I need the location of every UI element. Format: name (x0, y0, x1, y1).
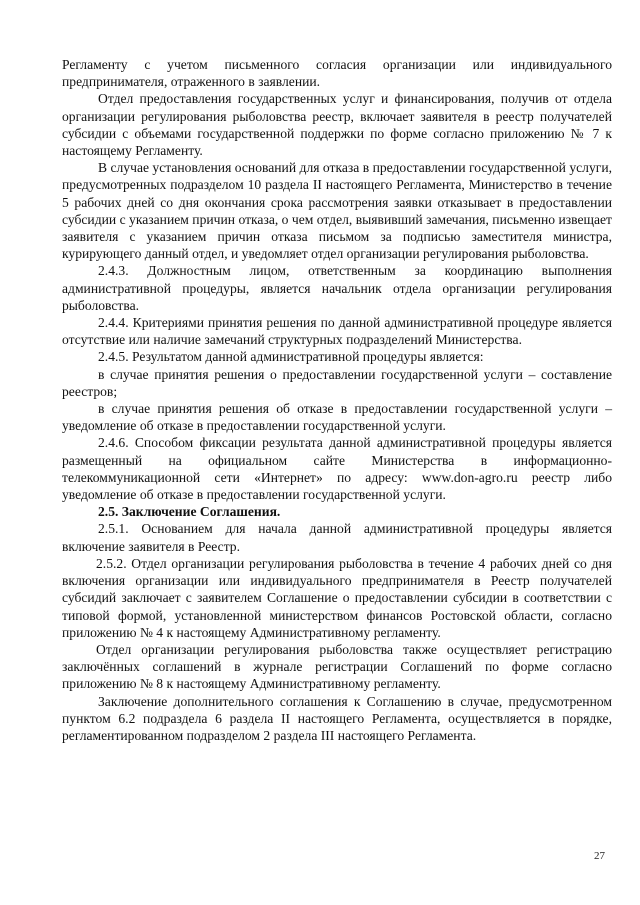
paragraph-2-4-4: 2.4.4. Критериями принятия решения по данной административной процедуре является отсутствие или наличие замечаний структурных подразделений Министерства. (62, 315, 612, 348)
paragraph-additional-agreement: Заключение дополнительного соглашения к Соглашению в случае, предусмотренном пунктом 6.2 подраздела 6 раздела II настоящего Регламента, осуществляется в порядке, регламентированном подразделом 2 раздела III настоящего Регламента. (62, 693, 612, 743)
page-number: 27 (594, 850, 605, 862)
paragraph-2-4-5: 2.4.5. Результатом данной административной процедуры является: (98, 349, 484, 365)
document-page (62, 56, 612, 744)
paragraph-registry-inclusion: Отдел предоставления государственных услуг и финансирования, получив от отдела организации регулирования рыболовства реестр, включает заявителя в реестр получателей субсидии с объемами государственной поддержки по форме согласно приложению № 7 к настоящему Регламенту. (62, 91, 612, 159)
paragraph-agreement-registration: Отдел организации регулирования рыболовства также осуществляет регистрацию заключённых соглашений в журнале регистрации Соглашений по форме согласно приложению № 8 к настоящему Административному регламенту. (62, 641, 612, 692)
paragraph-2-5-2: 2.5.2. Отдел организации регулирования рыболовства в течение 4 рабочих дней со дня включения организации или индивидуального предпринимателя в Реестр получателей субсидий заключает с заявителем Соглашение о предоставлении субсидии в соответствии с типовой формой, установленной министерством финансов Ростовской области, согласно приложению № 4 к настоящему Административному регламенту. (62, 555, 612, 640)
paragraph-2-4-3: 2.4.3. Должностным лицом, ответственным за координацию выполнения административной процедуры, является начальник отдела организации регулирования рыболовства. (62, 263, 612, 313)
section-title-2-5: 2.5. Заключение Соглашения. (98, 504, 281, 520)
paragraph-continuation: Регламенту с учетом письменного согласия организации или индивидуального предпринимателя, отраженного в заявлении. (62, 57, 612, 90)
paragraph-2-4-6: 2.4.6. Способом фиксации результата данной административной процедуры является размещенный на официальном сайте Министерства в информационно-телекоммуникационной сети «Интернет» по адресу: www.don-agro.ru реестр либо уведомление об отказе в предоставлении государственной услуги. (62, 435, 612, 503)
paragraph-result-registry: в случае принятия решения о предоставлении государственной услуги – составление реестров; (62, 366, 612, 399)
paragraph-result-refusal: в случае принятия решения об отказе в предоставлении государственной услуги – уведомление об отказе в предоставлении государственной услуги. (62, 401, 612, 434)
paragraph-refusal-grounds: В случае установления оснований для отказа в предоставлении государственной услуги, предусмотренных подразделом 10 раздела II настоящего Регламента, Министерство в течение 5 рабочих дней со дня окончания срока рассмотрения заявки отказывает в предоставлении субсидии с указанием причин отказа, о чем отдел, выявивший замечания, письменно извещает заявителя с указанием причин отказа письмом за подписью заместителя министра, курирующего данный отдел, и уведомляет отдел организации регулирования рыболовства. (62, 160, 612, 262)
paragraph-2-5-1: 2.5.1. Основанием для начала данной административной процедуры является включение заявителя в Реестр. (62, 521, 612, 554)
